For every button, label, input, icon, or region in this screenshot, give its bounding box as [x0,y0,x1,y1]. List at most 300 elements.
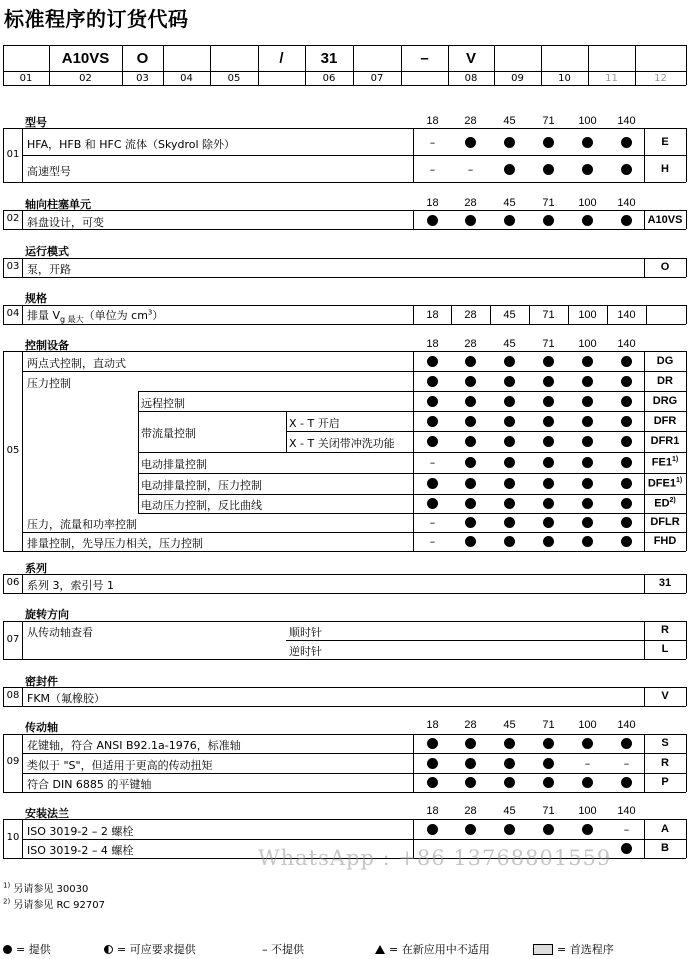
filled-circle-icon [465,356,476,367]
filled-circle-icon [543,824,554,835]
row-label: 逆时针 [289,645,322,658]
option-code [644,435,686,447]
filled-circle-icon [582,396,593,407]
filled-circle-icon [543,215,554,226]
filled-circle-icon [427,478,438,489]
size-header: 28 [464,338,477,350]
order-code-value [3,46,49,71]
section-number: 03 [6,261,20,272]
availability-cell [490,156,529,182]
size-header: 140 [617,115,636,127]
filled-circle-icon [621,457,632,468]
legend-preferred: = 首选程序 [533,941,614,957]
availability-cell [413,532,452,551]
filled-circle-icon [621,356,632,367]
availability-cell [451,371,490,391]
order-code-value [353,46,401,71]
filled-circle-icon [543,517,554,528]
filled-circle-icon [621,843,632,854]
order-code-value: 31 [320,50,338,67]
filled-circle-icon [621,215,632,226]
availability-cell [607,839,646,858]
option-code-text: FE1 [651,456,672,469]
size-value: 28 [464,309,477,321]
filled-circle-icon [427,758,438,769]
legend-available: = 提供 [3,941,51,957]
availability-cell [413,391,452,411]
size-header: 45 [503,805,516,817]
size-header: 45 [503,197,516,209]
row-label: HFA，HFB 和 HFC 流体（Skydrol 除外） [27,137,236,151]
displacement-label-part: g 最大 [60,315,84,325]
filled-circle-icon [504,478,515,489]
availability-cell [451,513,490,532]
size-header: 100 [578,197,597,209]
size-header: 71 [542,115,555,127]
option-code-text: DR [657,374,673,387]
option-code-text: A10VS [647,213,683,226]
order-code-position: 06 [322,73,336,84]
not-available-mark: – [429,162,436,176]
filled-circle-icon [427,356,438,367]
option-code-text: E [661,135,669,148]
option-code [644,823,686,835]
rule-line [646,305,647,324]
option-code [644,842,686,854]
not-available-mark: – [467,162,474,176]
order-code-position: 05 [227,73,241,84]
rule-line [3,258,686,259]
row-label: 泵，开路 [27,263,71,276]
filled-circle-icon [504,738,515,749]
option-code: 31 [658,577,672,589]
option-code: V [661,690,669,702]
filled-circle-icon [465,517,476,528]
grey-box-icon [533,944,553,955]
size-header: 140 [617,338,636,350]
availability-cell [607,371,646,391]
legend-on-request: = 可应要求提供 [104,941,196,957]
filled-circle-icon [543,536,554,547]
filled-circle-icon [582,376,593,387]
rule-line [3,621,686,622]
availability-cell [413,351,452,371]
rule-line [3,574,686,575]
row-label: FKM（氟橡胶） [27,692,106,705]
filled-circle-icon [504,457,515,468]
availability-cell [451,156,490,182]
availability-cell [413,156,452,182]
option-code-footnote: 1) [671,456,679,463]
filled-circle-icon [621,536,632,547]
option-code-text: A [661,822,669,835]
availability-cell [413,494,452,513]
availability-cell [451,431,490,452]
filled-circle-icon [465,436,476,447]
size-header: 71 [542,805,555,817]
filled-circle-icon [621,498,632,509]
filled-circle-icon [465,824,476,835]
section-number: 01 [6,149,20,160]
option-code [644,776,686,788]
section-heading: 轴向柱塞单元 [25,198,91,211]
availability-cell [490,129,529,155]
legend-not-for-new: = 在新应用中不适用 [375,941,490,957]
rule-line [686,128,687,182]
availability-cell [607,211,646,229]
size-value: 100 [578,309,597,321]
filled-circle-icon [504,164,515,175]
filled-circle-icon [621,517,632,528]
row-label: 压力，流量和功率控制 [27,518,137,531]
filled-circle-icon [427,777,438,788]
row-label: 顺时针 [289,626,322,639]
filled-circle-icon [504,498,515,509]
availability-cell [529,532,568,551]
row-label: X - T 开启 [289,416,340,430]
availability-cell [529,156,568,182]
filled-circle-icon [465,536,476,547]
option-code-text: H [661,162,669,175]
availability-cell [568,371,607,391]
availability-cell [568,411,607,431]
section-number: 04 [6,308,20,319]
availability-cell [529,351,568,371]
section-heading: 系列 [25,562,47,575]
rule-line [686,734,687,792]
option-code-text: ED [654,497,670,510]
filled-circle-icon [504,758,515,769]
section-heading: 运行模式 [25,245,69,258]
filled-circle-icon [543,777,554,788]
option-code [644,535,686,547]
filled-circle-icon [465,396,476,407]
option-code-text: FHD [653,535,677,547]
option-code [644,355,686,367]
order-code-value: A10VS [61,50,110,67]
rule-line [3,305,686,306]
section-number: 08 [6,690,20,701]
rule-line [686,574,687,593]
filled-circle-icon [543,478,554,489]
availability-cell [413,753,452,773]
filled-circle-icon [543,416,554,427]
control-group-label: 带流量控制 [141,427,196,440]
filled-circle-icon [582,457,593,468]
option-code: O [660,261,670,273]
availability-cell [451,532,490,551]
availability-cell [529,211,568,229]
filled-circle-icon [465,215,476,226]
filled-circle-icon [504,436,515,447]
availability-cell [607,773,646,792]
filled-circle-icon [504,137,515,148]
not-available-mark: – [429,516,436,529]
availability-cell [451,473,490,494]
filled-circle-icon [504,356,515,367]
availability-cell [451,494,490,513]
page-title: 标准程序的订货代码 [4,7,189,31]
size-header: 100 [578,805,597,817]
option-code: L [661,643,669,655]
option-code [644,456,686,469]
availability-cell [607,753,646,773]
availability-cell [451,411,490,431]
availability-cell [490,773,529,792]
displacement-label-part: 3 [147,308,153,317]
availability-cell [413,473,452,494]
availability-cell [413,371,452,391]
option-code-text: DRG [652,394,678,407]
rule-line [3,659,686,660]
size-header: 18 [426,197,439,209]
rule-line [138,391,139,513]
not-available-mark: – [584,756,591,770]
size-header: 100 [578,719,597,731]
footnote-2: $^{2)}$ 另请参见 RC 92707 [3,897,105,911]
order-code-value [541,46,588,71]
not-available-mark: – [429,456,436,469]
filled-circle-icon [504,416,515,427]
size-header: 18 [426,338,439,350]
option-code-footnote: 2) [669,497,676,504]
order-code-position: 12 [654,73,667,84]
section-number: 06 [6,577,20,588]
size-header: 100 [578,338,597,350]
availability-cell [490,351,529,371]
availability-cell [568,431,607,452]
availability-cell [490,753,529,773]
availability-cell [568,513,607,532]
availability-cell [490,532,529,551]
filled-circle-icon [504,824,515,835]
filled-circle-icon [621,777,632,788]
filled-circle-icon [582,498,593,509]
section-number: 05 [6,445,20,456]
availability-cell [607,734,646,753]
order-code-position [401,72,448,85]
size-header: 71 [542,719,555,731]
filled-circle-icon [582,164,593,175]
availability-cell [529,452,568,473]
size-value: 18 [426,309,439,321]
section-heading: 控制设备 [25,339,69,352]
watermark: WhatsApp : +86 13768801559 [258,846,612,870]
availability-cell [413,452,452,473]
availability-cell [607,532,646,551]
availability-cell [451,819,490,839]
row-label: X - T 关闭带冲洗功能 [289,437,395,450]
option-code [644,516,686,528]
filled-circle-icon [465,777,476,788]
section-heading: 安装法兰 [25,807,69,820]
rule-line [686,351,687,551]
availability-cell [490,734,529,753]
rule-line [686,305,687,324]
option-code [644,163,686,175]
filled-circle-icon [543,738,554,749]
filled-circle-icon [621,164,632,175]
availability-cell [529,129,568,155]
rule-line [686,819,687,858]
rule-line [286,411,287,452]
availability-cell [568,773,607,792]
row-label: 符合 DIN 6885 的平键轴 [27,778,152,791]
filled-circle-icon [621,478,632,489]
availability-cell [413,211,452,229]
option-code-text: B [661,842,669,854]
filled-circle-icon [621,396,632,407]
displacement-label-part: ） [152,309,164,322]
availability-cell [490,431,529,452]
filled-circle-icon [621,376,632,387]
size-header: 140 [617,197,636,209]
availability-cell [607,452,646,473]
availability-cell [607,494,646,513]
availability-cell [413,129,452,155]
filled-circle-icon [582,536,593,547]
filled-circle-icon [582,356,593,367]
filled-circle-icon [427,416,438,427]
availability-cell [490,211,529,229]
size-value: 71 [542,309,555,321]
filled-circle-icon [543,498,554,509]
availability-cell [529,411,568,431]
rule-line [3,706,686,707]
row-label: 电动排量控制 [141,458,207,471]
row-label: 类似于 "S"，但适用于更高的传动扭矩 [27,758,213,772]
filled-circle-icon [582,137,593,148]
option-code [644,395,686,407]
filled-circle-icon [621,137,632,148]
availability-cell [568,532,607,551]
legend-not-available: – 不提供 [262,943,304,956]
availability-cell [568,129,607,155]
availability-cell [607,391,646,411]
section-number: 10 [6,832,20,843]
section-heading: 型号 [25,116,47,129]
availability-cell [413,734,452,753]
row-label: 电动排量控制，压力控制 [141,479,262,492]
size-header: 140 [617,719,636,731]
displacement-label [27,307,163,325]
row-label: 压力控制 [27,376,71,390]
filled-circle-icon [465,376,476,387]
section-number: 09 [6,756,20,767]
availability-cell [490,411,529,431]
rule-line [3,229,686,230]
availability-cell [568,211,607,229]
not-available-mark: – [623,756,630,770]
order-code-value [163,46,210,71]
availability-cell [568,734,607,753]
filled-circle-icon [543,137,554,148]
order-code-value [210,46,258,71]
size-header: 28 [464,805,477,817]
row-label: 排量控制，先导压力相关，压力控制 [27,537,203,550]
order-code-position: 10 [558,73,571,84]
filled-circle-icon [504,777,515,788]
availability-cell [451,129,490,155]
size-header: 71 [542,338,555,350]
option-code [644,375,686,387]
availability-cell [607,129,646,155]
availability-cell [490,819,529,839]
section-heading: 规格 [25,292,47,305]
option-code [644,737,686,749]
size-header: 28 [464,115,477,127]
not-available-mark: – [623,822,630,836]
order-code-position: 07 [370,73,384,84]
filled-circle-icon [582,824,593,835]
filled-circle-icon [582,215,593,226]
filled-circle-icon [465,457,476,468]
filled-circle-icon [465,478,476,489]
filled-circle-icon [465,137,476,148]
availability-cell [607,156,646,182]
size-header: 18 [426,719,439,731]
availability-cell [529,513,568,532]
filled-circle-icon [621,416,632,427]
option-code-text: DFLR [650,516,680,528]
row-label: 高速型号 [27,164,71,178]
filled-circle-icon [582,738,593,749]
option-code-text: DFR [653,414,677,427]
availability-cell [451,452,490,473]
availability-cell [529,391,568,411]
option-code-text: P [661,776,669,788]
row-label: 两点式控制，直动式 [27,356,126,370]
availability-cell [568,452,607,473]
filled-circle-icon [543,356,554,367]
rule-line [3,551,686,552]
filled-circle-icon [3,945,12,954]
filled-circle-icon [621,738,632,749]
availability-cell [490,391,529,411]
availability-cell [568,351,607,371]
availability-cell [607,431,646,452]
row-label: 远程控制 [141,396,185,410]
size-header: 18 [426,115,439,127]
rule-line [686,687,687,706]
order-code-position: 11 [605,73,618,84]
option-code-text: DFR1 [650,435,680,447]
availability-cell [451,211,490,229]
option-code-text: DG [656,354,674,367]
filled-circle-icon [504,376,515,387]
size-header: 140 [617,805,636,817]
availability-cell [529,494,568,513]
availability-cell [451,351,490,371]
not-available-mark: – [429,135,436,149]
section-heading: 传动轴 [25,721,58,734]
half-circle-icon [104,945,113,954]
option-code [644,477,686,490]
option-code: R [661,624,669,636]
availability-cell [607,473,646,494]
availability-cell [490,473,529,494]
filled-circle-icon [504,396,515,407]
rule-line [3,277,686,278]
filled-circle-icon [582,517,593,528]
filled-circle-icon [543,758,554,769]
size-header: 71 [542,197,555,209]
filled-circle-icon [543,436,554,447]
availability-cell [451,391,490,411]
size-value: 140 [617,309,636,321]
filled-circle-icon [465,498,476,509]
availability-cell [490,513,529,532]
